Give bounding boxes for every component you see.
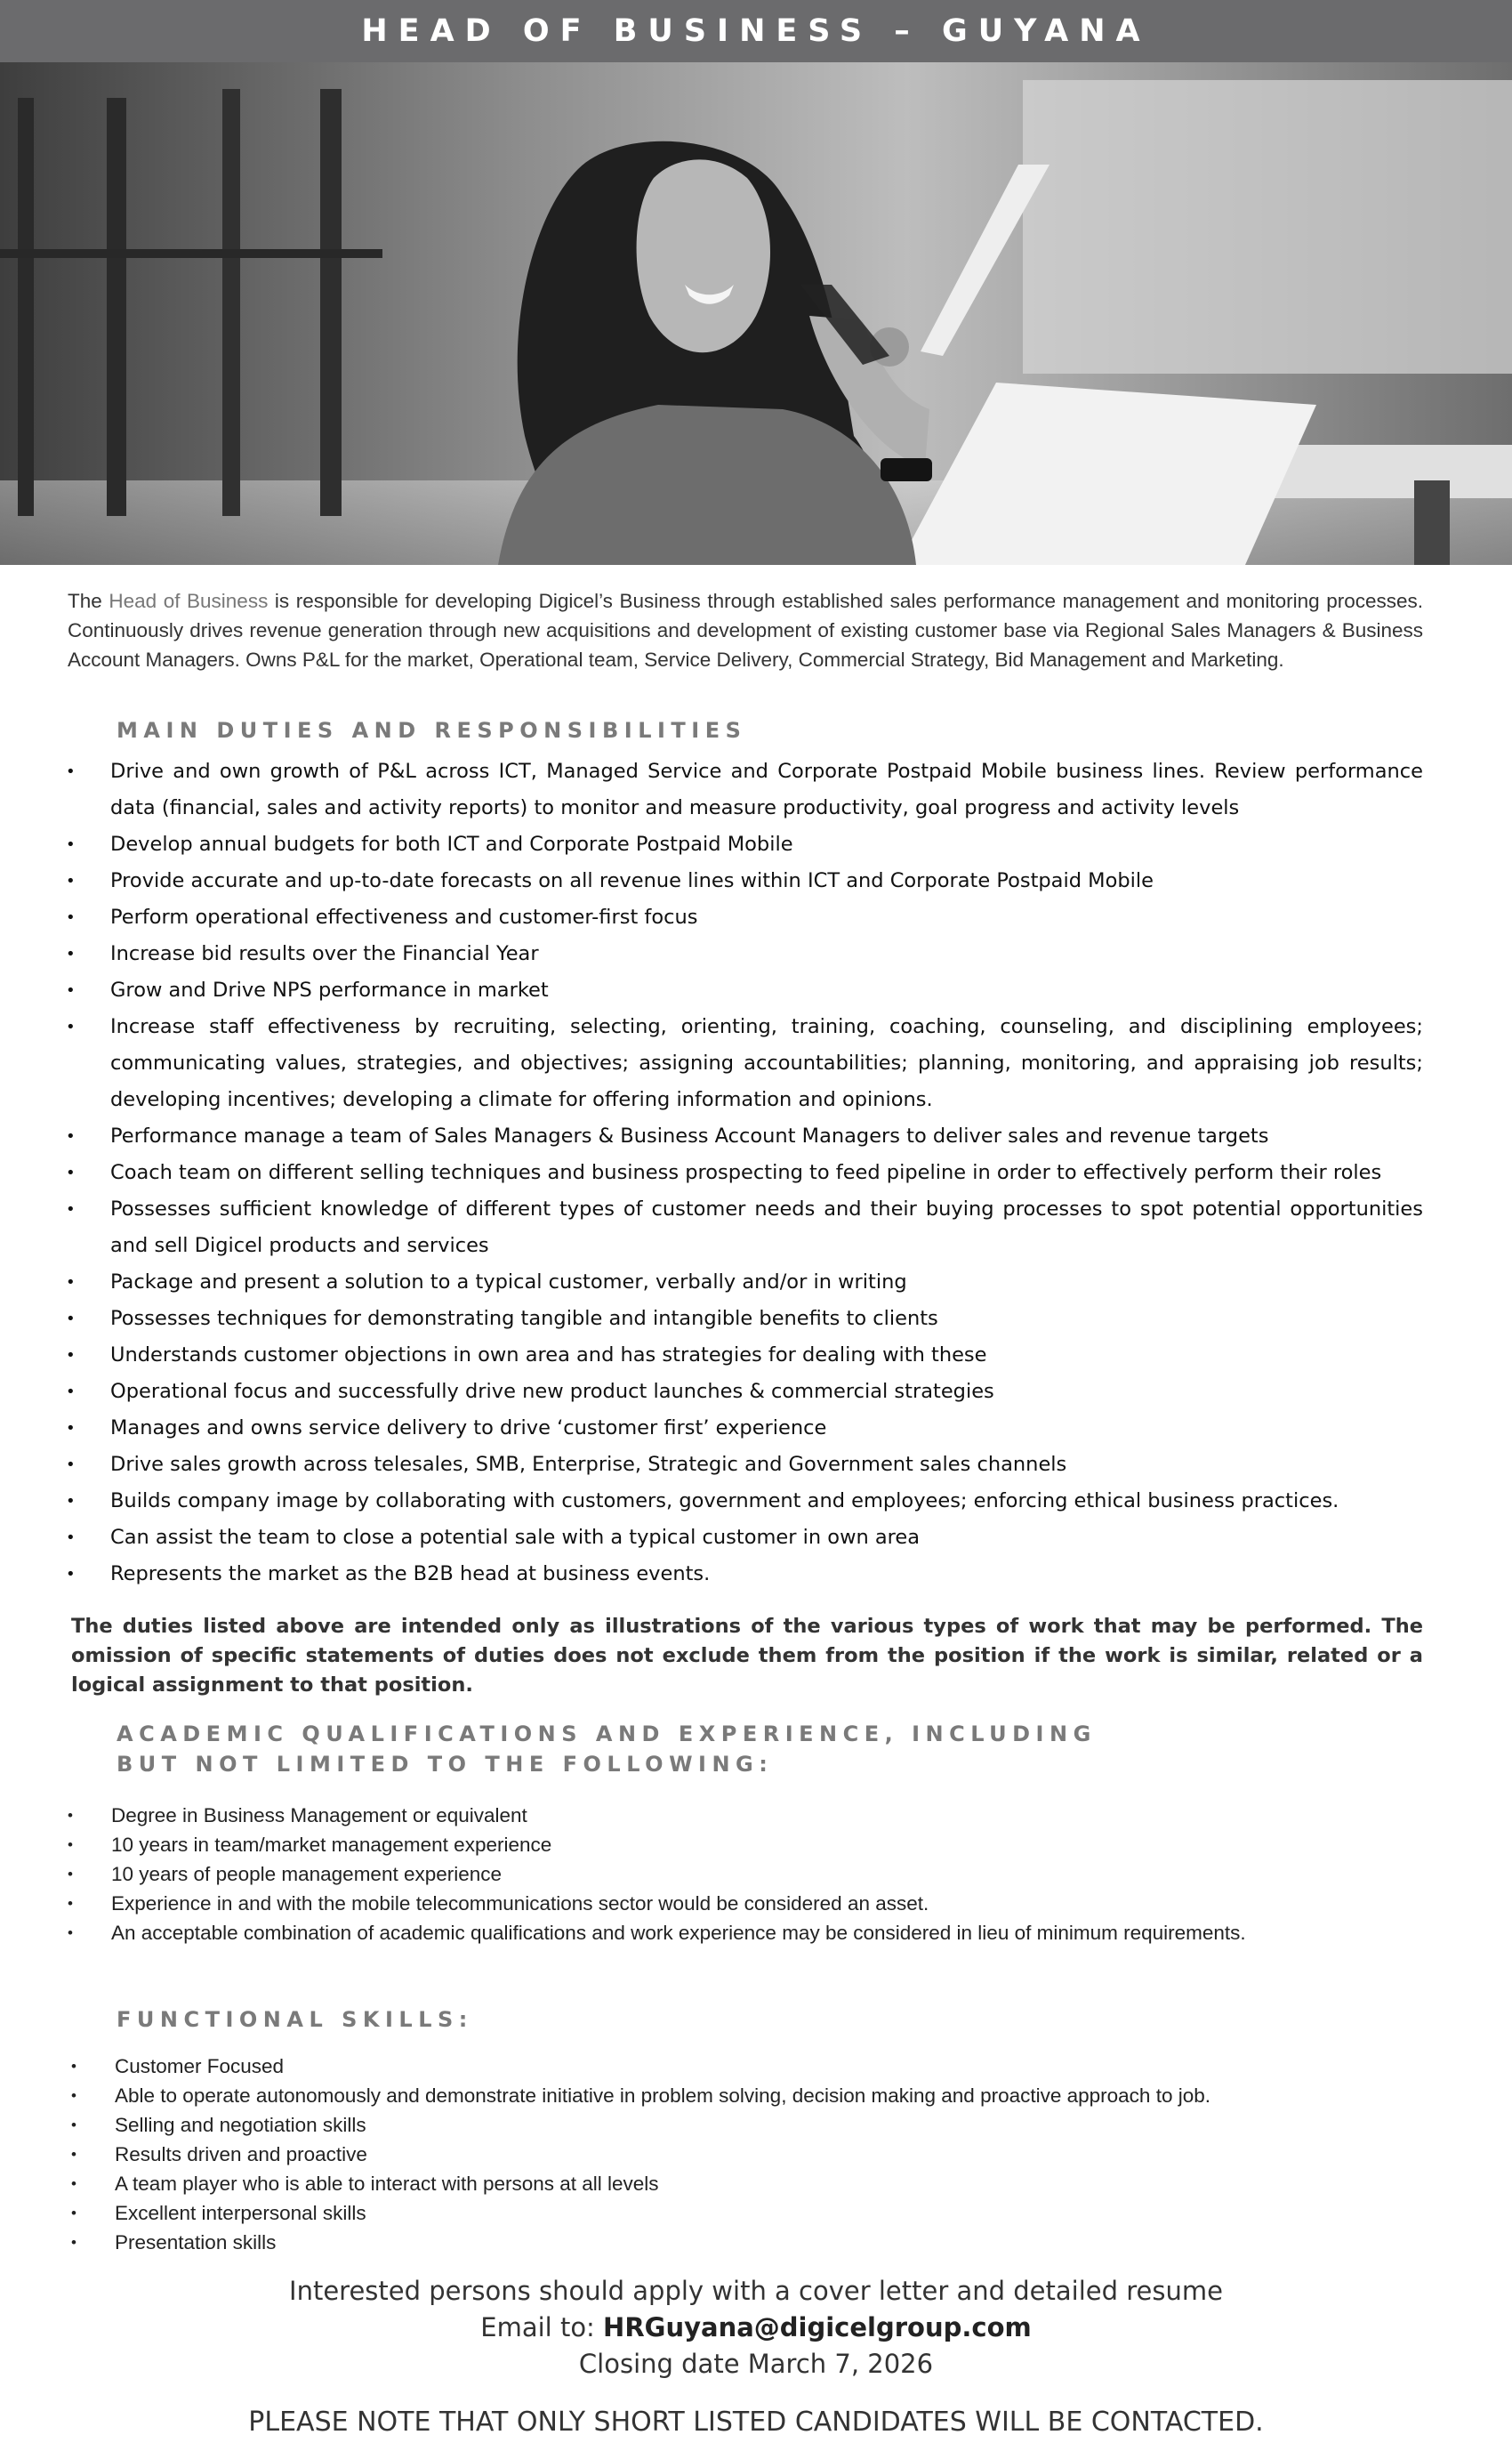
list-item: • Degree in Business Management or equivalent: [68, 1801, 1423, 1830]
list-item: • Perform operational effectiveness and customer-first focus: [66, 899, 1423, 936]
list-item: • Customer Focused: [71, 2052, 1423, 2081]
woman-laptop-photo: [0, 62, 1512, 565]
duties-heading: MAIN DUTIES AND RESPONSIBILITIES: [117, 718, 747, 743]
list-item: • Operational focus and successfully drive new product launches & commercial strategies: [66, 1374, 1423, 1410]
list-item: • Builds company image by collaborating with customers, government and employees; enforcing ethical business practices.: [66, 1483, 1423, 1520]
list-item: • Selling and negotiation skills: [71, 2110, 1423, 2140]
list-item: • Increase bid results over the Financial Year: [66, 936, 1423, 972]
apply-line: Interested persons should apply with a cover letter and detailed resume: [289, 2276, 1223, 2306]
list-item: • Drive and own growth of P&L across ICT, Managed Service and Corporate Postpaid Mobile business lines. Review performance data (financial, sales and activity reports) to monitor and measure productivity, goal progress and activity levels: [66, 754, 1423, 826]
academic-list: [68, 1801, 1423, 1947]
email-prefix: Email to:: [480, 2312, 604, 2342]
list-item: • Results driven and proactive: [71, 2140, 1423, 2169]
list-item: • Able to operate autonomously and demonstrate initiative in problem solving, decision making and proactive approach to job.: [71, 2081, 1423, 2110]
list-item: • Develop annual budgets for both ICT and Corporate Postpaid Mobile: [66, 826, 1423, 863]
list-item: • Grow and Drive NPS performance in market: [66, 972, 1423, 1009]
shortlist-note: PLEASE NOTE THAT ONLY SHORT LISTED CANDIDATES WILL BE CONTACTED.: [248, 2407, 1264, 2438]
duties-disclaimer: The duties listed above are intended only as illustrations of the various types of work that may be performed. The omission of specific statements of duties does not exclude them from the position if the work is similar, related or a logical assignment to that position.: [71, 1615, 1423, 1697]
intro-prefix: The: [68, 590, 109, 612]
list-item: • Increase staff effectiveness by recruiting, selecting, orienting, training, coaching, counseling, and disciplining employees; communicating values, strategies, and objectives; assigning accountabilities; planning, monitoring, and appraising job results; developing incentives; developing a climate for offering information and opinions.: [66, 1009, 1423, 1118]
list-item: • Can assist the team to close a potential sale with a typical customer in own area: [66, 1520, 1423, 1556]
list-item: • Coach team on different selling techniques and business prospecting to feed pipeline in order to effectively perform their roles: [66, 1155, 1423, 1191]
academic-heading-line2: BUT NOT LIMITED TO THE FOLLOWING:: [117, 1752, 774, 1777]
header-banner: [0, 0, 1512, 62]
email-address: HRGuyana@digicelgroup.com: [603, 2312, 1032, 2342]
skills-list: [71, 2052, 1423, 2257]
list-item: • Manages and owns service delivery to drive ‘customer first’ experience: [66, 1410, 1423, 1447]
closing-date: Closing date March 7, 2026: [578, 2349, 934, 2379]
list-item: • Presentation skills: [71, 2228, 1423, 2257]
intro-paragraph: [68, 586, 1423, 674]
list-item: • Represents the market as the B2B head at business events.: [66, 1556, 1423, 1592]
page-title: HEAD OF BUSINESS – GUYANA: [361, 13, 1151, 49]
email-line: [0, 2310, 1512, 2346]
list-item: • Understands customer objections in own area and has strategies for dealing with these: [66, 1337, 1423, 1374]
list-item: • Possesses sufficient knowledge of different types of customer needs and their buying processes to spot potential opportunities and sell Digicel products and services: [66, 1191, 1423, 1264]
list-item: • An acceptable combination of academic qualifications and work experience may be considered in lieu of minimum requirements.: [68, 1918, 1423, 1947]
list-item: • Performance manage a team of Sales Managers & Business Account Managers to deliver sales and revenue targets: [66, 1118, 1423, 1155]
list-item: • Drive sales growth across telesales, SMB, Enterprise, Strategic and Government sales channels: [66, 1447, 1423, 1483]
list-item: • Excellent interpersonal skills: [71, 2198, 1423, 2228]
list-item: • 10 years of people management experience: [68, 1859, 1423, 1889]
intro-role-highlight: Head of Business: [109, 590, 269, 612]
list-item: • Package and present a solution to a typical customer, verbally and/or in writing: [66, 1264, 1423, 1301]
apply-instructions: [0, 2273, 1512, 2382]
skills-heading: FUNCTIONAL SKILLS:: [117, 2007, 473, 2032]
list-item: • Experience in and with the mobile telecommunications sector would be considered an asset.: [68, 1889, 1423, 1918]
list-item: • A team player who is able to interact with persons at all levels: [71, 2169, 1423, 2198]
academic-heading-line1: ACADEMIC QUALIFICATIONS AND EXPERIENCE, INCLUDING: [117, 1721, 1097, 1746]
list-item: • Provide accurate and up-to-date forecasts on all revenue lines within ICT and Corporate Postpaid Mobile: [66, 863, 1423, 899]
duties-list: [66, 754, 1423, 1592]
list-item: • 10 years in team/market management experience: [68, 1830, 1423, 1859]
intro-body: is responsible for developing Digicel’s Business through established sales performance management and monitoring processes. Continuously drives revenue generation through new acquisitions and development of existing customer base via Regional Sales Managers & Business Account Managers. Owns P&L for the market, Operational team, Service Delivery, Commercial Strategy, Bid Management and Marketing.: [68, 590, 1423, 671]
list-item: • Possesses techniques for demonstrating tangible and intangible benefits to clients: [66, 1301, 1423, 1337]
